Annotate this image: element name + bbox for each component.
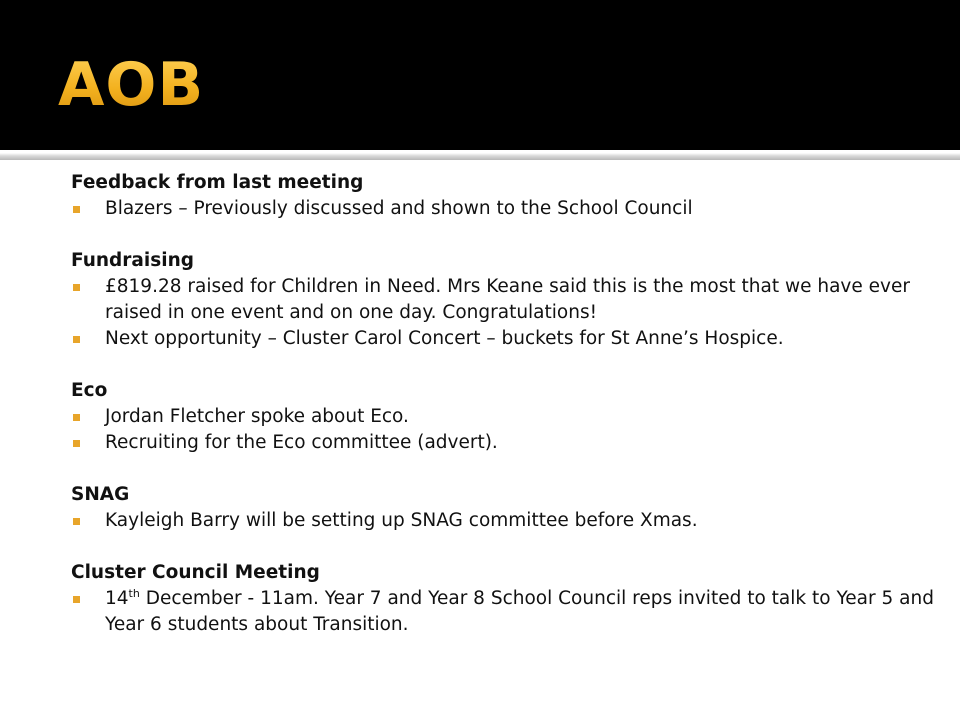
title-bar bbox=[0, 0, 960, 150]
bullet-text: Blazers – Previously discussed and shown to the School Council bbox=[105, 198, 693, 219]
bullet-text: Kayleigh Barry will be setting up SNAG committee before Xmas. bbox=[105, 510, 698, 531]
slide-title: AOB bbox=[58, 50, 205, 120]
section-heading-snag: SNAG bbox=[71, 484, 130, 505]
bullet-item bbox=[71, 326, 941, 352]
bullet-item bbox=[71, 196, 941, 222]
square-bullet-icon bbox=[73, 518, 80, 525]
bullet-text: £819.28 raised for Children in Need. Mrs Keane said this is the most that we have ever raised in one event and on one day. Congratulations! bbox=[105, 276, 910, 323]
section-heading-fundraising: Fundraising bbox=[71, 250, 195, 271]
bullet-text bbox=[105, 588, 934, 635]
square-bullet-icon bbox=[73, 596, 80, 603]
bullet-text: Jordan Fletcher spoke about Eco. bbox=[105, 406, 409, 427]
bullet-text: Recruiting for the Eco committee (advert). bbox=[105, 432, 498, 453]
square-bullet-icon bbox=[73, 336, 80, 343]
square-bullet-icon bbox=[73, 414, 80, 421]
bullet-item bbox=[71, 430, 941, 456]
date-ordinal: th bbox=[128, 587, 140, 600]
section-heading-cluster: Cluster Council Meeting bbox=[71, 562, 320, 583]
bullet-item bbox=[71, 404, 941, 430]
section-heading-feedback: Feedback from last meeting bbox=[71, 172, 364, 193]
square-bullet-icon bbox=[73, 284, 80, 291]
divider bbox=[0, 150, 960, 160]
content-area bbox=[0, 160, 960, 720]
bullet-item bbox=[71, 508, 941, 534]
body-text bbox=[71, 170, 941, 638]
square-bullet-icon bbox=[73, 440, 80, 447]
section-heading-eco: Eco bbox=[71, 380, 108, 401]
date-day: 14 bbox=[105, 588, 129, 609]
square-bullet-icon bbox=[73, 206, 80, 213]
item-text: December - 11am. Year 7 and Year 8 School Council reps invited to talk to Year 5 and Year 6 students about Transition. bbox=[105, 588, 934, 635]
bullet-text: Next opportunity – Cluster Carol Concert – buckets for St Anne’s Hospice. bbox=[105, 328, 784, 349]
bullet-item bbox=[71, 586, 941, 638]
bullet-item bbox=[71, 274, 941, 326]
